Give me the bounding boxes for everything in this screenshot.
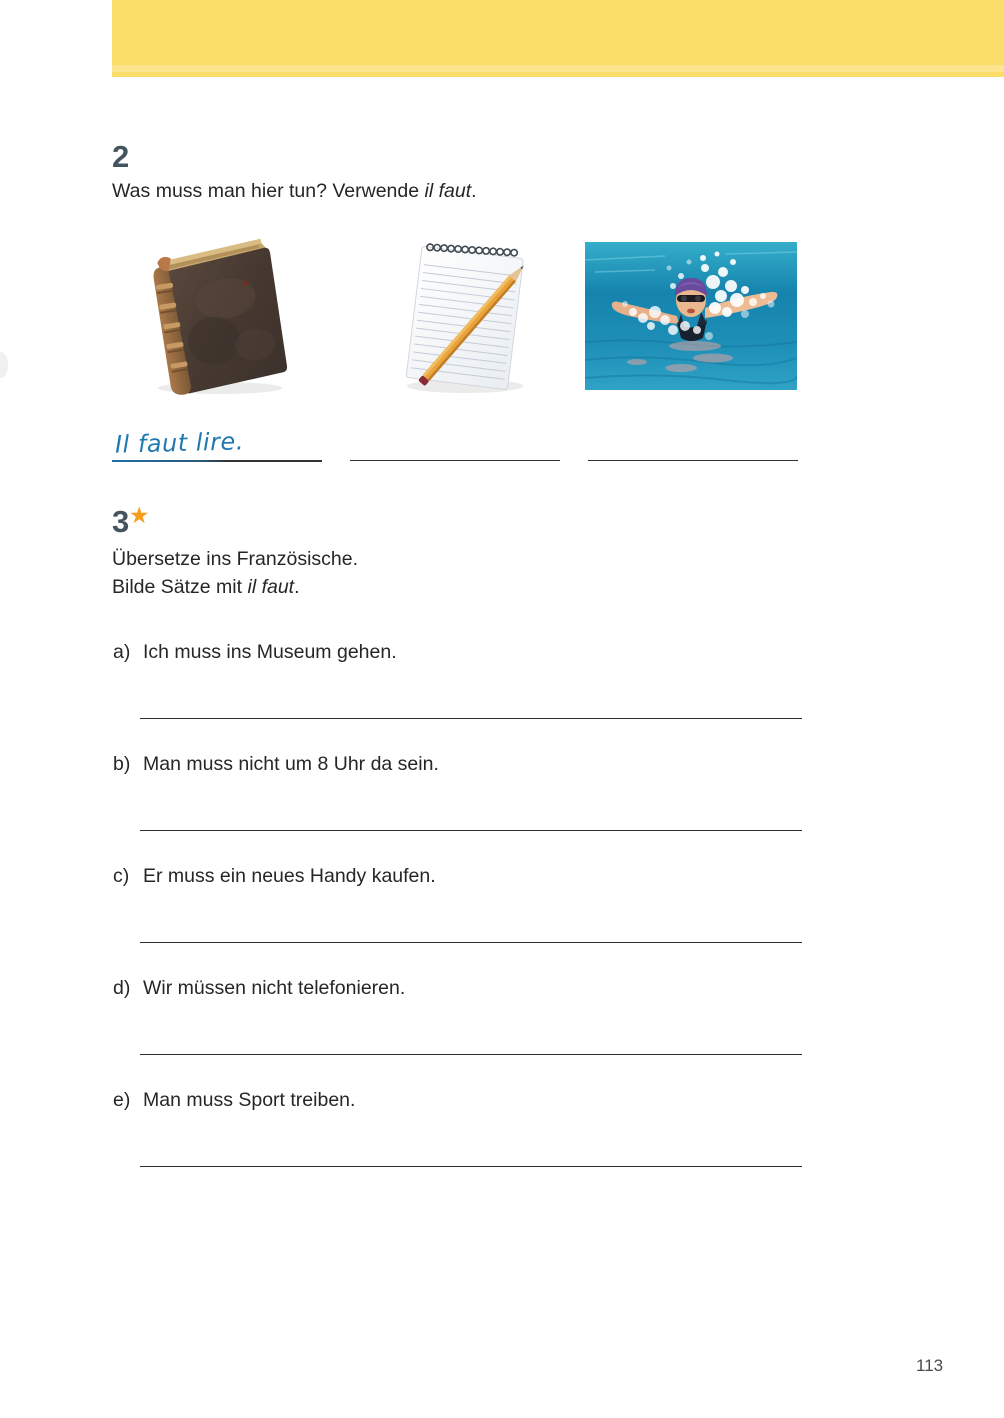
answer-line[interactable] <box>588 460 798 461</box>
answer-line[interactable] <box>140 830 802 831</box>
answer-line[interactable] <box>140 1166 802 1167</box>
header-band-stripe <box>112 65 1004 72</box>
exercise-2-instruction-period: . <box>471 180 477 202</box>
item-text: Ich muss ins Museum gehen. <box>143 641 397 663</box>
swimmer-image <box>585 242 797 390</box>
exercise-3-instruction-line2-period: . <box>294 576 300 598</box>
exercise-3-number <box>112 506 148 537</box>
exercise-3-instruction-line1: Übersetze ins Französische. <box>112 548 359 570</box>
page-number: 113 <box>916 1356 944 1375</box>
page-edge-mark <box>0 352 8 378</box>
item-text: Man muss Sport treiben. <box>143 1089 356 1111</box>
exercise-3-instruction-line2-italic: il faut <box>247 576 295 598</box>
item-letter: c) <box>113 865 130 887</box>
exercise-2-instruction <box>112 177 477 205</box>
answer-line[interactable] <box>350 460 560 461</box>
item-text: Man muss nicht um 8 Uhr da sein. <box>143 753 439 775</box>
exercise-2-instruction-text: Was muss man hier tun? Verwende <box>112 180 425 202</box>
answer-line[interactable] <box>140 942 802 943</box>
exercise-2-number: 2 <box>112 139 130 174</box>
item-text: Er muss ein neues Handy kaufen. <box>143 865 436 887</box>
old-book-image <box>138 230 296 398</box>
exercise-3-number-text: 3 <box>112 504 130 539</box>
item-letter: d) <box>113 977 131 999</box>
header-band <box>112 0 1004 77</box>
notepad-pencil-image <box>390 226 540 398</box>
exercise-3-instruction-line2 <box>112 573 300 601</box>
answer-line[interactable] <box>140 1054 802 1055</box>
exercise-3-instruction-line2-text: Bilde Sätze mit <box>112 576 248 598</box>
item-letter: e) <box>113 1089 131 1111</box>
exercise-2-answer-1-handwriting: Il faut lire. <box>114 427 245 459</box>
item-letter: a) <box>113 641 131 663</box>
exercise-2-instruction-italic: il faut <box>424 180 472 202</box>
item-text: Wir müssen nicht telefonieren. <box>143 977 406 999</box>
star-icon: ★ <box>130 505 149 527</box>
answer-line[interactable] <box>112 460 322 462</box>
answer-line[interactable] <box>140 718 802 719</box>
item-letter: b) <box>113 753 131 775</box>
